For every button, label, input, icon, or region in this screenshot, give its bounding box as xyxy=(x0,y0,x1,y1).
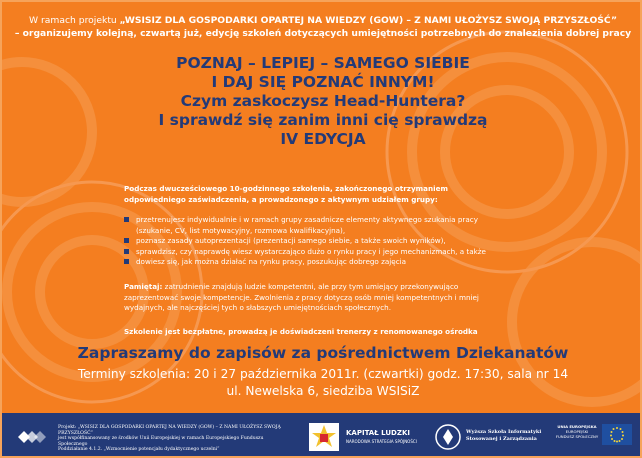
headline-line-3: Czym zaskoczysz Head-Huntera? xyxy=(180,92,466,110)
list-item-text: dowiesz się, jak można działać na rynku pracy, poszukując dobrego zajęcia xyxy=(136,257,407,266)
eu-sub-line: FUNDUSZ SPOŁECZNY xyxy=(555,434,599,439)
headline-line-5: IV EDYCJA xyxy=(280,130,366,148)
list-item xyxy=(124,257,496,268)
project-funding-line: Poddziałanie 4.1.2. „Wzmocnienie potencjału dydaktycznego uczelni” xyxy=(58,447,220,453)
bullet-square-icon xyxy=(124,217,129,222)
project-funding-line: Projekt: „WSISIZ DLA GOSPODARKI OPARTEJ NA WIEDZY (GOW) – Z NAMI UŁOŻYSZ SWOJĄ PRZYSZŁOŚĆ” xyxy=(58,425,281,436)
wsisiz-logo-icon xyxy=(16,425,52,449)
intro-prefix: W ramach projektu xyxy=(28,15,120,26)
list-item-text: poznasz zasady autoprezentacji (prezentacji samego siebie, a także swoich wyników), xyxy=(136,236,446,245)
kapital-ludzki-title: KAPITAŁ LUDZKI xyxy=(346,429,410,437)
bullet-list xyxy=(124,215,496,268)
headline xyxy=(2,54,642,149)
terms-dates: Terminy szkolenia: 20 i 27 października 2011r. (czwartki) godz. 17:30, sala nr 14 xyxy=(77,367,569,381)
terms-address: ul. Newelska 6, siedziba WSISiZ xyxy=(226,384,420,398)
kapital-ludzki-subtitle: NARODOWA STRATEGIA SPÓJNOŚCI xyxy=(346,439,417,444)
list-item xyxy=(124,236,496,247)
note-label: Pamiętaj: xyxy=(124,282,163,291)
bullet-square-icon xyxy=(124,238,129,243)
list-item-text: przetrenujesz indywidualnie i w ramach grupy zasadnicze elementy aktywnego szukania pracy (szukanie, CV, list motywacyjny, rozmowa kwalifikacyjna), xyxy=(136,215,478,235)
list-item xyxy=(124,215,496,236)
lead-paragraph: Podczas dwucześciowego 10-godzinnego szkolenia, zakończonego otrzymaniem odpowiedniego zaświadczenia, a prowadzonego z aktywnym udziałem grupy: xyxy=(124,184,448,204)
headline-line-2: I DAJ SIĘ POZNAĆ INNYM! xyxy=(211,73,435,91)
intro-project-name: „WSISIZ DLA GOSPODARKI OPARTEJ NA WIEDZY (GOW) – Z NAMI UŁOŻYSZ SWOJĄ PRZYSZŁOŚĆ” xyxy=(119,15,617,26)
project-funding-text xyxy=(58,425,288,453)
eu-title: UNIA EUROPEJSKA xyxy=(557,424,597,429)
school-emblem-icon xyxy=(434,423,462,451)
intro-line-2: – organizujemy kolejną, czwartą już, edycję szkoleń dotyczących umiejętności potrzebnych do znalezienia dobrej pracy xyxy=(14,28,632,39)
school-name-line: Stosowanej i Zarządzania xyxy=(466,436,537,442)
project-funding-line: jest współfinansowany ze środków Unii Europejskiej w ramach Europejskiego Funduszu Społecznego xyxy=(58,436,264,447)
bullet-square-icon xyxy=(124,249,129,254)
call-to-action: Zapraszamy do zapisów za pośrednictwem Dziekanatów xyxy=(77,344,569,362)
note-text: zatrudnienie znajdują ludzie kompetentni, ale przy tym umiejący przekonywująco zaprezentować swoje kompetencje. Zwolnienia z pracy dotyczą osób mniej kompetentnych i mniej wydajnych, ale najczęściej tych o słabszych umiejętnościach społecznych. xyxy=(124,282,479,312)
footer-bar xyxy=(2,413,642,458)
school-name-line: Wyższa Szkoła Informatyki xyxy=(466,429,542,435)
school-name xyxy=(466,429,541,443)
terms-block xyxy=(2,366,642,400)
eu-sub-line: EUROPEJSKI xyxy=(565,429,589,434)
headline-line-4: I sprawdź się zanim inni cię sprawdzą xyxy=(158,111,488,129)
eu-caption xyxy=(554,424,600,439)
list-item xyxy=(124,247,496,258)
list-item-text: sprawdzisz, czy naprawdę wiesz wystarczająco dużo o rynku pracy i jego mechanizmach, a także xyxy=(136,246,486,256)
note-paragraph xyxy=(124,282,496,314)
kapital-ludzki-emblem-icon xyxy=(307,421,341,453)
headline-line-1: POZNAJ – LEPIEJ – SAMEGO SIEBIE xyxy=(176,54,470,72)
intro-text xyxy=(2,14,642,40)
free-training-text: Szkolenie jest bezpłatne, prowadzą je doświadczeni trenerzy z renomowanego ośrodka xyxy=(124,327,478,336)
bullet-square-icon xyxy=(124,259,129,264)
eu-flag-icon xyxy=(602,424,632,445)
